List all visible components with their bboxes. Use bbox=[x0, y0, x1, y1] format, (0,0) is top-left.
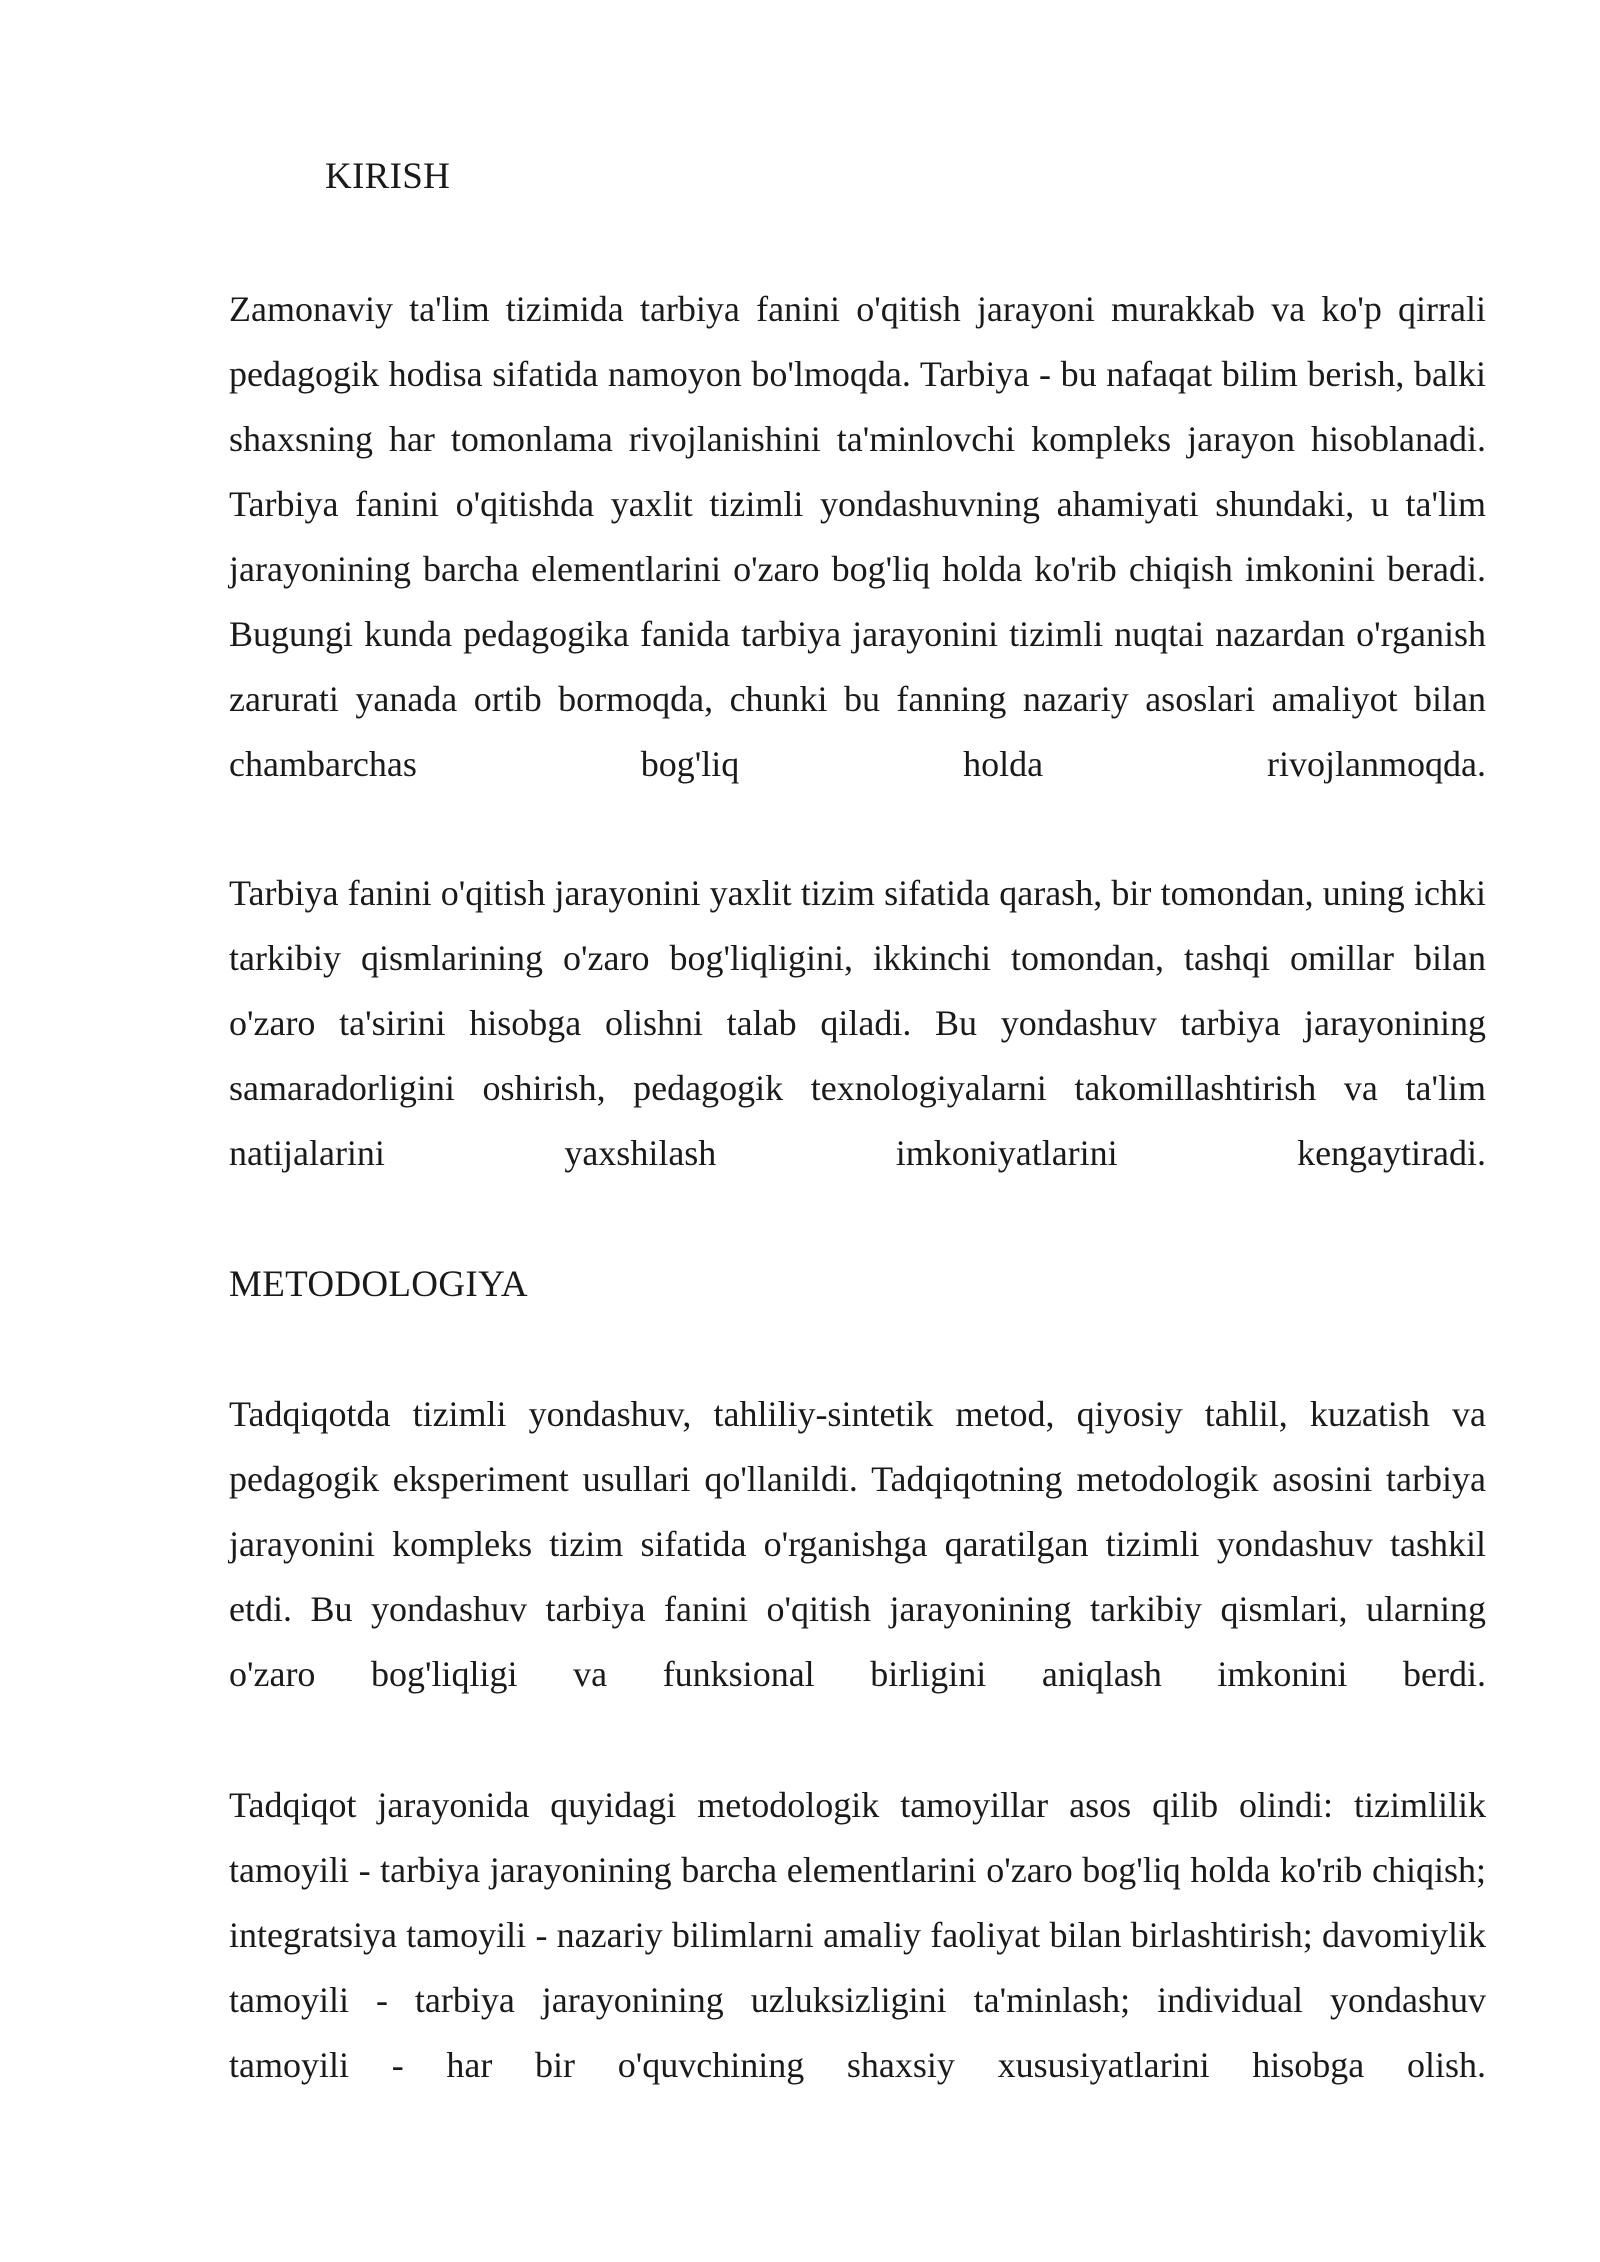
section-heading-methodology: METODOLOGIYA bbox=[229, 1264, 528, 1305]
intro-paragraph-2: Tarbiya fanini o'qitish jarayonini yaxlit tizim sifatida qarash, bir tomondan, uning ichki tarkibiy qismlarining o'zaro bog'liqligini, ikkinchi tomondan, tashqi omillar bilan o'zaro ta'sirini hisobga olishni talab qiladi. Bu yondashuv tarbiya jarayonining samaradorligini oshirish, pedagogik texnologiyalarni takomillashtirish va ta'lim natijalarini yaxshilash imkoniyatlarini kengaytiradi. bbox=[229, 873, 1486, 1173]
methodology-paragraph-2: Tadqiqot jarayonida quyidagi metodologik tamoyillar asos qilib olindi: tizimlilik tamoyili - tarbiya jarayonining barcha elementlarini o'zaro bog'liq holda ko'rib chiqish; integratsiya tamoyili - nazariy bilimlarni amaliy faoliyat bilan birlashtirish; davomiylik tamoyili - tarbiya jarayonining uzluksizligini ta'minlash; individual yondashuv tamoyili - har bir o'quvchining shaxsiy xususiyatlarini hisobga olish. bbox=[229, 1785, 1486, 2085]
section-heading-intro: KIRISH bbox=[325, 156, 451, 197]
methodology-paragraph-1: Tadqiqotda tizimli yondashuv, tahliliy-sintetik metod, qiyosiy tahlil, kuzatish va pedagogik eksperiment usullari qo'llanildi. Tadqiqotning metodologik asosini tarbiya jarayonini kompleks tizim sifatida o'rganishga qaratilgan tizimli yondashuv tashkil etdi. Bu yondashuv tarbiya fanini o'qitish jarayonining tarkibiy qismlari, ularning o'zaro bog'liqligi va funksional birligini aniqlash imkonini berdi. bbox=[229, 1394, 1486, 1694]
intro-paragraph-1: Zamonaviy ta'lim tizimida tarbiya fanini o'qitish jarayoni murakkab va ko'p qirrali pedagogik hodisa sifatida namoyon bo'lmoqda. Tarbiya - bu nafaqat bilim berish, balki shaxsning har tomonlama rivojlanishini ta'minlovchi kompleks jarayon hisoblanadi. Tarbiya fanini o'qitishda yaxlit tizimli yondashuvning ahamiyati shundaki, u ta'lim jarayonining barcha elementlarini o'zaro bog'liq holda ko'rib chiqish imkonini beradi. Bugungi kunda pedagogika fanida tarbiya jarayonini tizimli nuqtai nazardan o'rganish zarurati yanada ortib bormoqda, chunki bu fanning nazariy asoslari amaliyot bilan chambarchas bog'liq holda rivojlanmoqda. bbox=[229, 289, 1486, 784]
